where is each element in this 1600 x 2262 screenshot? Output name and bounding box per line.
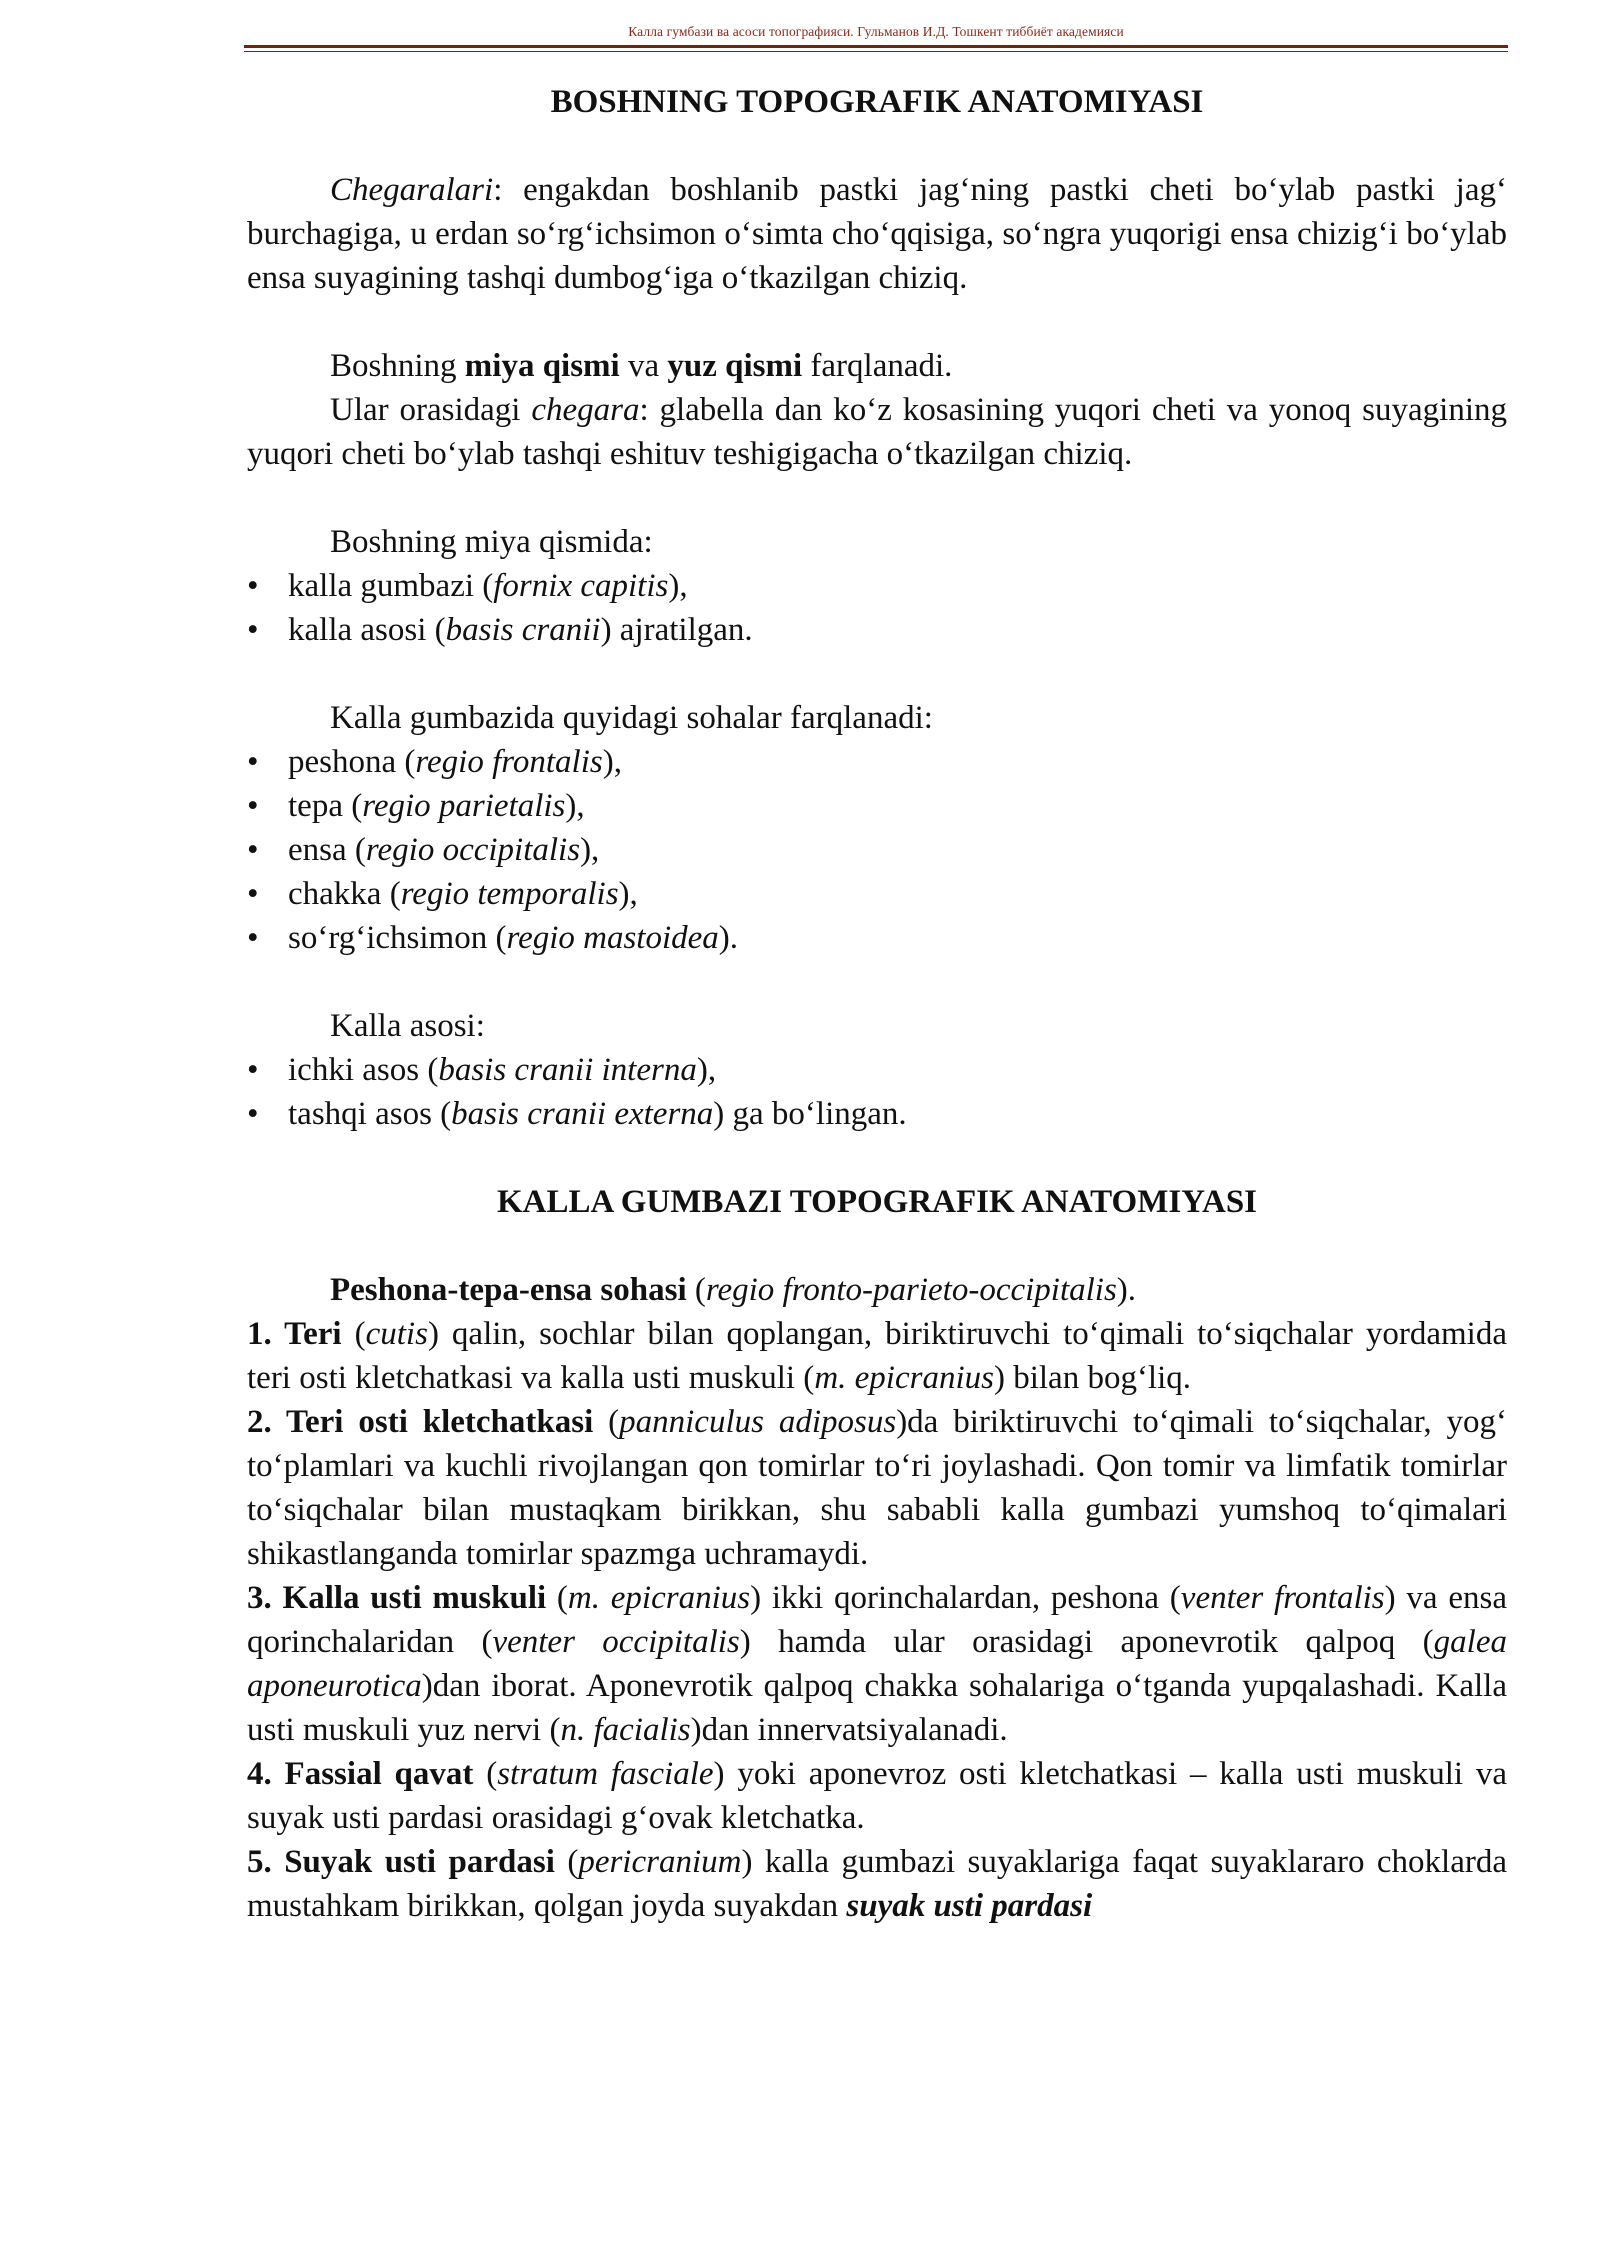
miya-qismi-list	[247, 564, 1507, 652]
spacer	[247, 124, 1507, 168]
list-item: • kalla gumbazi (fornix capitis),	[247, 564, 1507, 608]
list-item: • peshona (regio frontalis),	[247, 740, 1507, 784]
layer-2-teri-osti: 2. Teri osti kletchatkasi (panniculus adiposus)da biriktiruvchi to‘qimali to‘siqchalar, yog‘ to‘plamlari va kuchli rivojlangan qon tomirlar to‘ri joylashadi. Qon tomir va limfatik tomirlar to‘siqchalar bilan mustaqkam birikkan, shu sababli kalla gumbazi yumshoq to‘qimalari shikastlanganda tomirlar spazmga uchramaydi.	[247, 1404, 1507, 1572]
header-rule-thin	[244, 51, 1508, 52]
layer-5-suyak-usti: 5. Suyak usti pardasi (pericranium) kalla gumbazi suyaklariga faqat suyaklararo choklarda mustahkam birikkan, qolgan joyda suyakdan suyak usti pardasi	[247, 1844, 1507, 1924]
region-heading: Peshona-tepa-ensa sohasi (regio fronto-parieto-occipitalis).	[330, 1272, 1137, 1308]
list-item: • ichki asos (basis cranii interna),	[247, 1048, 1507, 1092]
header-rule-thick	[244, 45, 1508, 48]
spacer	[247, 960, 1507, 1004]
running-header: Калла гумбази ва асоси топографияси. Гульманов И.Д. Тошкент тиббиёт академияси	[628, 24, 1124, 39]
kalla-asosi-list	[247, 1048, 1507, 1136]
paragraph-chegaralari: Chegaralari: engakdan boshlanib pastki jag‘ning pastki cheti bo‘ylab pastki jag‘ burchagiga, u erdan so‘rg‘ichsimon o‘simta cho‘qqisiga, so‘ngra yuqorigi ensa chizig‘i bo‘ylab ensa suyagining tashqi dumbog‘iga o‘tkazilgan chiziq.	[247, 172, 1507, 296]
list-item: • kalla asosi (basis cranii) ajratilgan.	[247, 608, 1507, 652]
kalla-asosi-intro: Kalla asosi:	[330, 1008, 485, 1044]
paragraph-chegara: Ular orasidagi chegara: glabella dan ko‘z kosasining yuqori cheti va yonoq suyagining yuqori cheti bo‘ylab tashqi eshituv teshigigacha o‘tkazilgan chiziq.	[247, 392, 1507, 472]
spacer	[247, 300, 1507, 344]
miya-qismi-intro: Boshning miya qismida:	[330, 524, 653, 560]
layer-3-muskul: 3. Kalla usti muskuli (m. epicranius) ikki qorinchalardan, peshona (venter frontalis) va ensa qorinchalaridan (venter occipitalis) hamda ular orasidagi aponevrotik qalpoq (galea aponeurotica)dan iborat. Aponevrotik qalpoq chakka sohalariga o‘tganda yupqalashadi. Kalla usti muskuli yuz nervi (n. facialis)dan innervatsiyalanadi.	[247, 1580, 1507, 1748]
gumbaz-intro: Kalla gumbazida quyidagi sohalar farqlanadi:	[330, 700, 933, 736]
paragraph-qismlar: Boshning miya qismi va yuz qismi farqlanadi.	[330, 348, 953, 384]
list-item: • ensa (regio occipitalis),	[247, 828, 1507, 872]
list-item: • chakka (regio temporalis),	[247, 872, 1507, 916]
section-title-boshning: BOSHNING TOPOGRAFIK ANATOMIYASI	[550, 84, 1204, 120]
layer-4-fassial: 4. Fassial qavat (stratum fasciale) yoki aponevroz osti kletchatkasi – kalla usti muskuli va suyak usti pardasi orasidagi g‘ovak kletchatka.	[247, 1756, 1507, 1836]
layer-1-teri: 1. Teri (cutis) qalin, sochlar bilan qoplangan, biriktiruvchi to‘qimali to‘siqchalar yordamida teri osti kletchatkasi va kalla usti muskuli (m. epicranius) bilan bog‘liq.	[247, 1316, 1507, 1396]
gumbaz-sohalar-list	[247, 740, 1507, 960]
spacer	[247, 652, 1507, 696]
page-content	[247, 80, 1507, 1928]
list-item: • tashqi asos (basis cranii externa) ga bo‘lingan.	[247, 1092, 1507, 1136]
list-item: • so‘rg‘ichsimon (regio mastoidea).	[247, 916, 1507, 960]
spacer	[247, 1136, 1507, 1180]
spacer	[247, 1224, 1507, 1268]
list-item: • tepa (regio parietalis),	[247, 784, 1507, 828]
section-title-kalla-gumbazi: KALLA GUMBAZI TOPOGRAFIK ANATOMIYASI	[496, 1184, 1258, 1220]
spacer	[247, 476, 1507, 520]
